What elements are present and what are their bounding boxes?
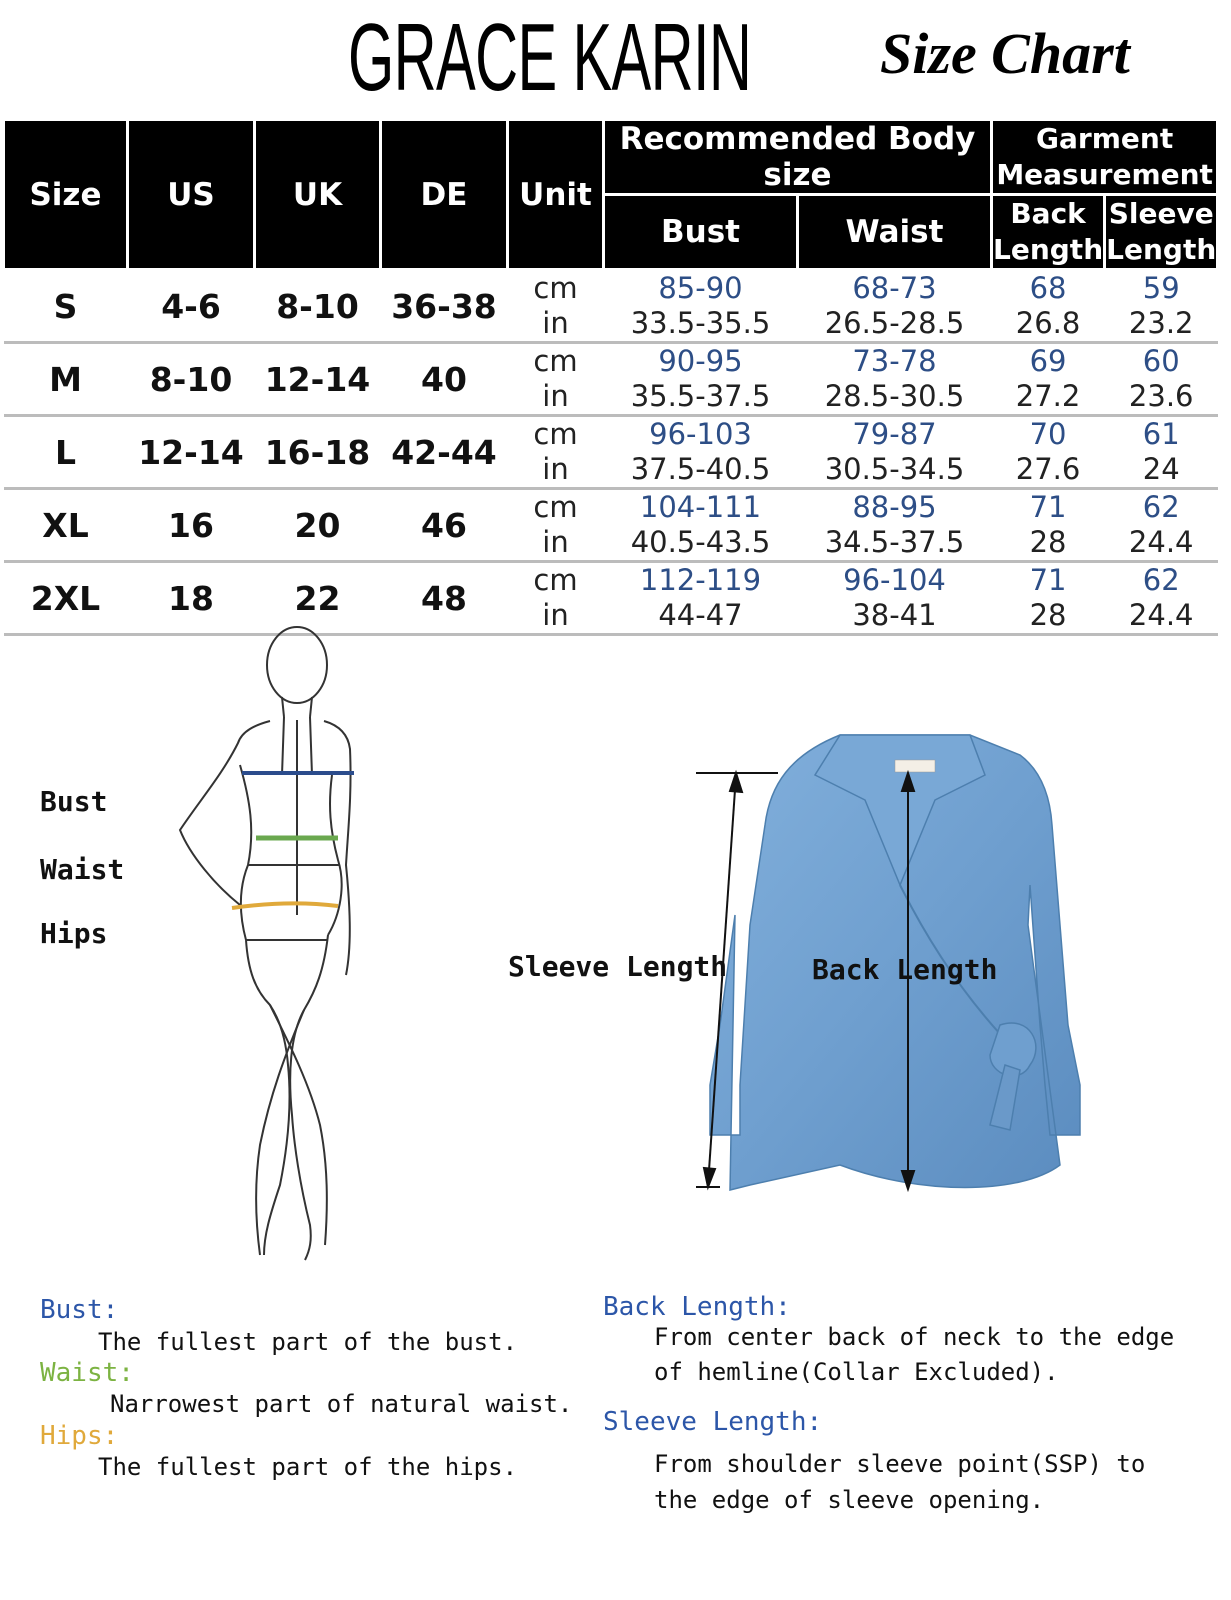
bust-cell: 96-103 (649, 417, 752, 451)
hips-figure-label: Hips (40, 917, 108, 950)
bust-figure-label: Bust (40, 785, 108, 818)
waist-cell: 73-78 (852, 344, 937, 378)
back-length-cell: 28 (992, 598, 1105, 635)
definition-back-length-line2: of hemline(Collar Excluded). (654, 1358, 1059, 1386)
definition-sleeve-length-line2: the edge of sleeve opening. (654, 1486, 1045, 1514)
waist-cell: 79-87 (852, 417, 937, 451)
unit-cell: cm (533, 344, 578, 378)
bust-cell: 90-95 (658, 344, 743, 378)
de-cell: 48 (381, 562, 508, 635)
back-length-figure-label: Back Length (812, 953, 998, 986)
unit-cell: cm (533, 417, 578, 451)
us-cell: 12-14 (128, 416, 255, 489)
table-row (4, 270, 1218, 307)
definition-hips-title: Hips: (40, 1421, 119, 1451)
table-row (4, 562, 1218, 599)
sleeve-length-cell: 62 (1142, 490, 1180, 524)
header-sleeve-line2: Length (1106, 233, 1217, 266)
waist-cell: 28.5-30.5 (798, 379, 992, 416)
sleeve-length-cell: 24.4 (1105, 525, 1218, 562)
definition-sleeve-length-title: Sleeve Length: (603, 1407, 823, 1437)
size-cell: M (4, 343, 128, 416)
header-unit: Unit (508, 120, 604, 270)
definition-bust-title: Bust: (40, 1295, 119, 1325)
header-us: US (128, 120, 255, 270)
bust-cell: 44-47 (604, 598, 798, 635)
unit-cell: in (508, 379, 604, 416)
header-garment-measurement (992, 120, 1218, 195)
size-chart-title: Size Chart (880, 21, 1130, 86)
definition-bust-text: The fullest part of the bust. (98, 1328, 518, 1356)
waist-cell: 34.5-37.5 (798, 525, 992, 562)
waist-figure-label: Waist (40, 853, 125, 886)
header-uk: UK (255, 120, 381, 270)
definition-hips-text: The fullest part of the hips. (98, 1453, 518, 1481)
brand-logo: GRACE KARIN (348, 4, 752, 111)
header-garment-line2: Measurement (996, 158, 1213, 191)
us-cell: 8-10 (128, 343, 255, 416)
uk-cell: 20 (255, 489, 381, 562)
size-cell: 2XL (4, 562, 128, 635)
unit-cell: in (508, 306, 604, 343)
back-length-cell: 69 (1029, 344, 1067, 378)
sleeve-length-cell: 61 (1142, 417, 1180, 451)
header-size: Size (4, 120, 128, 270)
definition-back-length-line1: From center back of neck to the edge (654, 1323, 1175, 1351)
table-row (4, 343, 1218, 380)
size-cell: S (4, 270, 128, 343)
waist-cell: 26.5-28.5 (798, 306, 992, 343)
unit-cell: in (508, 452, 604, 489)
unit-cell: cm (533, 563, 578, 597)
back-length-cell: 28 (992, 525, 1105, 562)
header-waist: Waist (798, 195, 992, 270)
us-cell: 4-6 (128, 270, 255, 343)
bust-cell: 40.5-43.5 (604, 525, 798, 562)
definition-waist-title: Waist: (40, 1358, 134, 1388)
sleeve-length-cell: 23.2 (1105, 306, 1218, 343)
back-length-cell: 71 (1029, 490, 1067, 524)
de-cell: 36-38 (381, 270, 508, 343)
header-garment-line1: Garment (1036, 122, 1174, 155)
back-length-cell: 27.6 (992, 452, 1105, 489)
unit-cell: cm (533, 490, 578, 524)
body-figure-illustration (160, 625, 390, 1265)
header-bust: Bust (604, 195, 798, 270)
bust-cell: 35.5-37.5 (604, 379, 798, 416)
bust-cell: 37.5-40.5 (604, 452, 798, 489)
back-length-cell: 27.2 (992, 379, 1105, 416)
uk-cell: 8-10 (255, 270, 381, 343)
size-table (2, 118, 1219, 636)
sleeve-length-cell: 24 (1105, 452, 1218, 489)
definition-sleeve-length-line1: From shoulder sleeve point(SSP) to (654, 1450, 1146, 1478)
de-cell: 42-44 (381, 416, 508, 489)
uk-cell: 12-14 (255, 343, 381, 416)
bust-cell: 85-90 (658, 271, 743, 305)
header-recommended-body-size: Recommended Body size (604, 120, 992, 195)
back-length-cell: 71 (1029, 563, 1067, 597)
header-back-line2: Length (993, 233, 1104, 266)
bust-cell: 104-111 (639, 490, 762, 524)
sleeve-length-cell: 60 (1142, 344, 1180, 378)
waist-cell: 68-73 (852, 271, 937, 305)
table-row (4, 489, 1218, 526)
de-cell: 40 (381, 343, 508, 416)
back-length-cell: 68 (1029, 271, 1067, 305)
waist-cell: 38-41 (798, 598, 992, 635)
waist-cell: 30.5-34.5 (798, 452, 992, 489)
uk-cell: 22 (255, 562, 381, 635)
waist-cell: 88-95 (852, 490, 937, 524)
uk-cell: 16-18 (255, 416, 381, 489)
sleeve-length-cell: 23.6 (1105, 379, 1218, 416)
unit-cell: in (508, 525, 604, 562)
header-sleeve-length (1105, 195, 1218, 270)
header-back-length (992, 195, 1105, 270)
back-length-cell: 26.8 (992, 306, 1105, 343)
sleeve-length-cell: 62 (1142, 563, 1180, 597)
unit-cell: cm (533, 271, 578, 305)
us-cell: 16 (128, 489, 255, 562)
back-length-cell: 70 (1029, 417, 1067, 451)
size-cell: XL (4, 489, 128, 562)
waist-cell: 96-104 (843, 563, 946, 597)
definition-back-length-title: Back Length: (603, 1292, 791, 1322)
bust-cell: 112-119 (639, 563, 762, 597)
de-cell: 46 (381, 489, 508, 562)
sleeve-length-cell: 59 (1142, 271, 1180, 305)
header-de: DE (381, 120, 508, 270)
us-cell: 18 (128, 562, 255, 635)
definition-waist-text: Narrowest part of natural waist. (110, 1390, 573, 1418)
header-back-line1: Back (1010, 197, 1086, 230)
sleeve-length-cell: 24.4 (1105, 598, 1218, 635)
table-row (4, 416, 1218, 453)
unit-cell: in (508, 598, 604, 635)
header-sleeve-line1: Sleeve (1108, 197, 1214, 230)
bust-cell: 33.5-35.5 (604, 306, 798, 343)
size-cell: L (4, 416, 128, 489)
sleeve-length-figure-label: Sleeve Length (508, 950, 728, 983)
